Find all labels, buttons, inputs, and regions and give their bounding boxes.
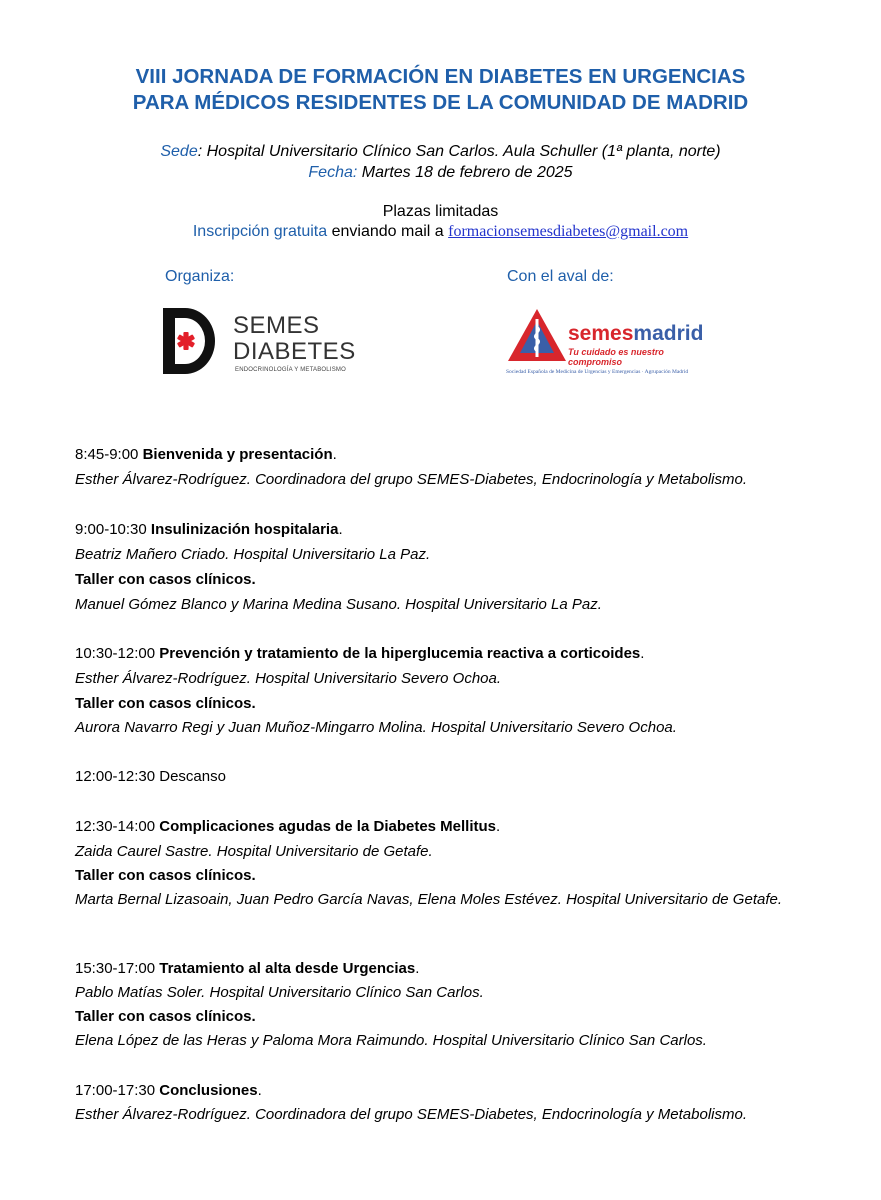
program-speaker: Esther Álvarez-Rodríguez. Coordinadora del grupo SEMES-Diabetes, Endocrinología y Metabolismo. — [75, 471, 748, 488]
logo1-line3: ENDOCRINOLOGÍA Y METABOLISMO — [235, 367, 346, 373]
logo2-brand-a: semes — [568, 322, 634, 345]
workshop-label: Taller con casos clínicos. — [75, 695, 256, 712]
program-break: 12:00-12:30 Descanso — [75, 768, 226, 785]
period: . — [415, 960, 420, 977]
logo2-brand-b: madrid — [633, 322, 704, 345]
semes-madrid-logo — [506, 307, 716, 381]
program-item-2-heading — [75, 520, 791, 540]
semes-diabetes-logo — [163, 308, 363, 378]
fecha-label: Fecha: — [308, 164, 358, 181]
program-item-3-heading — [75, 644, 791, 664]
program-item-6-heading — [75, 959, 791, 979]
sede-line — [0, 141, 881, 163]
period: . — [338, 521, 343, 538]
program-time: 15:30-17:00 — [75, 960, 156, 977]
program-title: Prevención y tratamiento de la hiperglucemia reactiva a corticoides — [159, 645, 641, 662]
program-time: 12:30-14:00 — [75, 818, 156, 835]
program-item-1-heading — [75, 445, 791, 465]
program-item-5-heading — [75, 817, 791, 837]
fecha-line — [0, 162, 881, 184]
period: . — [332, 446, 337, 463]
logo2-brand — [568, 323, 703, 345]
workshop-label: Taller con casos clínicos. — [75, 571, 256, 588]
program-title: Bienvenida y presentación — [142, 446, 333, 463]
program-time: 17:00-17:30 — [75, 1082, 156, 1099]
workshop-speakers: Elena López de las Heras y Paloma Mora Raimundo. Hospital Universitario Clínico San Carlos. — [75, 1032, 707, 1049]
semes-madrid-emblem-icon — [506, 307, 568, 365]
sede-label: Sede — [160, 143, 198, 160]
program-speaker: Esther Álvarez-Rodríguez. Coordinadora del grupo SEMES-Diabetes, Endocrinología y Metabolismo. — [75, 1106, 748, 1123]
program-speaker: Beatriz Mañero Criado. Hospital Universitario La Paz. — [75, 546, 431, 563]
logo1-line2: DIABETES — [233, 338, 356, 365]
program-title: Insulinización hospitalaria — [150, 521, 339, 538]
document-title — [0, 64, 881, 116]
workshop-speakers: Manuel Gómez Blanco y Marina Medina Susano. Hospital Universitario La Paz. — [75, 596, 602, 613]
period: . — [496, 818, 501, 835]
title-line-1: VIII JORNADA DE FORMACIÓN EN DIABETES EN URGENCIAS — [135, 65, 746, 88]
inscripcion-line — [0, 221, 881, 243]
program-title: Complicaciones agudas de la Diabetes Mellitus — [159, 818, 497, 835]
inscripcion-label: Inscripción gratuita — [192, 223, 328, 240]
semes-diabetes-d-icon — [163, 308, 227, 374]
period: . — [640, 645, 645, 662]
program-time: 8:45-9:00 — [75, 446, 139, 463]
workshop-label: Taller con casos clínicos. — [75, 1008, 256, 1025]
sede-text: : Hospital Universitario Clínico San Carlos. Aula Schuller (1ª planta, norte) — [197, 143, 721, 160]
program-speaker: Pablo Matías Soler. Hospital Universitario Clínico San Carlos. — [75, 984, 484, 1001]
workshop-speakers: Aurora Navarro Regi y Juan Muñoz-Mingarro Molina. Hospital Universitario Severo Ochoa. — [75, 719, 677, 736]
workshop-speakers: Marta Bernal Lizasoain, Juan Pedro García Navas, Elena Moles Estévez. Hospital Universitario de Getafe. — [75, 891, 783, 908]
program-title: Conclusiones — [159, 1082, 258, 1099]
fecha-text: Martes 18 de febrero de 2025 — [357, 164, 573, 181]
program-time: 9:00-10:30 — [75, 521, 147, 538]
logo2-footer: Sociedad Española de Medicina de Urgencias y Emergencias · Agrupación Madrid — [506, 369, 689, 375]
program-item-7-heading — [75, 1081, 791, 1101]
workshop-label: Taller con casos clínicos. — [75, 867, 256, 884]
email-link[interactable]: formacionsemesdiabetes@gmail.com — [448, 223, 689, 240]
plazas-text: Plazas limitadas — [382, 203, 499, 220]
program-speaker: Esther Álvarez-Rodríguez. Hospital Universitario Severo Ochoa. — [75, 670, 502, 687]
aval-label: Con el aval de: — [507, 268, 614, 285]
inscripcion-text: enviando mail a — [327, 223, 449, 240]
program-time: 10:30-12:00 — [75, 645, 156, 662]
logo2-tagline: Tu cuidado es nuestro compromiso — [568, 347, 664, 367]
title-line-2: PARA MÉDICOS RESIDENTES DE LA COMUNIDAD DE MADRID — [132, 91, 749, 114]
period: . — [257, 1082, 262, 1099]
program-speaker: Zaida Caurel Sastre. Hospital Universitario de Getafe. — [75, 843, 433, 860]
program-title: Tratamiento al alta desde Urgencias — [159, 960, 416, 977]
organiza-label: Organiza: — [165, 268, 235, 285]
logo1-line1: SEMES — [233, 312, 320, 339]
